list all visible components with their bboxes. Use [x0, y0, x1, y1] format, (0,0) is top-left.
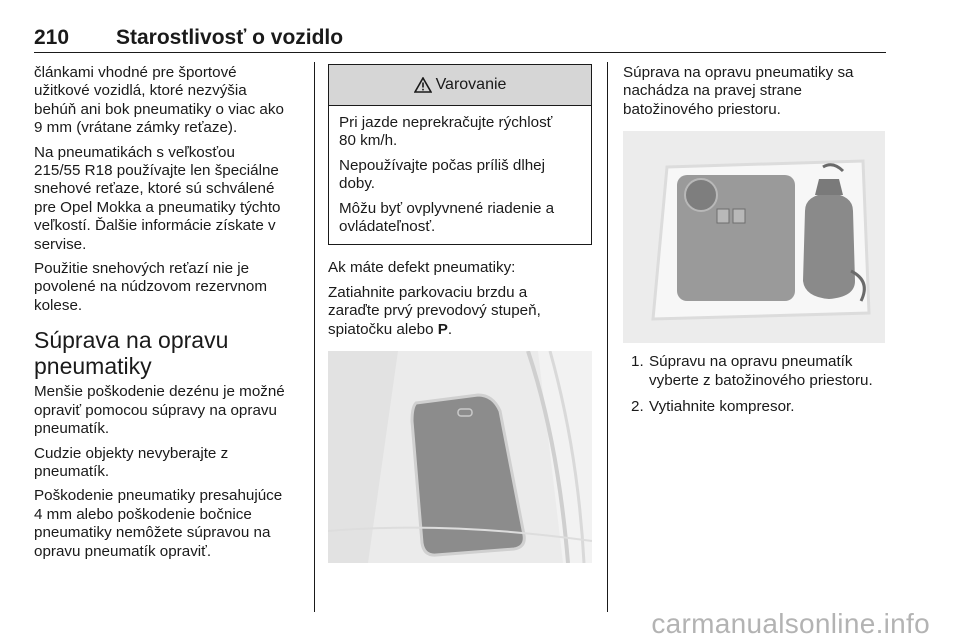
trunk-side-panel-drawing: [328, 351, 592, 563]
paragraph: Cudzie objekty nevyberajte z pneumatík.: [34, 444, 229, 480]
warning-text: Nepoužívajte počas príliš dlhej doby.: [339, 156, 545, 193]
warning-body: [329, 106, 591, 244]
page-header: [34, 26, 886, 53]
column-divider-1: [314, 62, 315, 612]
repair-kit-drawing: [623, 131, 885, 343]
paragraph: Menšie poškodenie dezénu je možné opraviť pomocou súpravy na opravu pneumatík.: [34, 383, 285, 438]
list-item: [623, 353, 887, 390]
paragraph-text: Zatiahnite parkovaciu brzdu a zaraďte prvý prevodový stupeň, spiatočku alebo: [328, 283, 541, 338]
page-number: 210: [34, 26, 70, 49]
warning-box: [328, 64, 592, 245]
paragraph: Súprava na opravu pneumatiky sa nachádza na pravej strane batožinového priestoru.: [623, 64, 854, 118]
paragraph-end: .: [447, 320, 453, 338]
paragraph: Na pneumatikách s veľkosťou 215/55 R18 používajte len špeciálne snehové reťaze, ktoré sú schválené pre Opel Mokka a pneumatiky týchto veľkostí. Ďalšie informácie získate v servise.: [34, 143, 281, 253]
warning-text: Pri jazde neprekračujte rýchlosť 80 km/h.: [339, 114, 553, 150]
paragraph: článkami vhodné pre športové užitkové vozidlá, ktoré nezvýšia behúň ani bok pneumatiky o viac ako 9 mm (vrátane zámky reťaze).: [34, 64, 284, 137]
list-item: [623, 398, 887, 416]
warning-text: Môžu byť ovplyvnené riadenie a ovládateľnosť.: [339, 199, 555, 236]
repair-kit-illustration: [623, 131, 885, 343]
column-right: [623, 64, 887, 424]
column-divider-2: [607, 62, 608, 612]
paragraph: [328, 284, 592, 339]
step-list: [623, 353, 887, 416]
column-left: [34, 64, 304, 567]
step-text: Vytiahnite kompresor.: [649, 398, 795, 416]
warning-header: [329, 65, 591, 106]
paragraph: Ak máte defekt pneumatiky:: [328, 259, 516, 277]
gear-p-label: P: [437, 320, 448, 338]
warning-triangle-icon: [414, 77, 432, 93]
section-heading: Súprava na opravu pneumatiky: [34, 327, 229, 380]
step-text: Súpravu na opravu pneumatík vyberte z batožinového priestoru.: [649, 353, 873, 389]
trunk-illustration: [328, 351, 592, 563]
warning-title: Varovanie: [435, 76, 507, 93]
watermark: carmanualsonline.info: [651, 608, 930, 639]
paragraph: Poškodenie pneumatiky presahujúce 4 mm alebo poškodenie bočnice pneumatiky nemôžete súpravou na opravu pneumatík opraviť.: [34, 487, 283, 560]
column-middle: [328, 64, 592, 563]
step-number: 2.: [631, 398, 644, 416]
page-title: Starostlivosť o vozidlo: [116, 26, 344, 49]
paragraph: Použitie snehových reťazí nie je povolené na núdzovom rezervnom kolese.: [34, 260, 268, 314]
step-number: 1.: [631, 353, 644, 371]
